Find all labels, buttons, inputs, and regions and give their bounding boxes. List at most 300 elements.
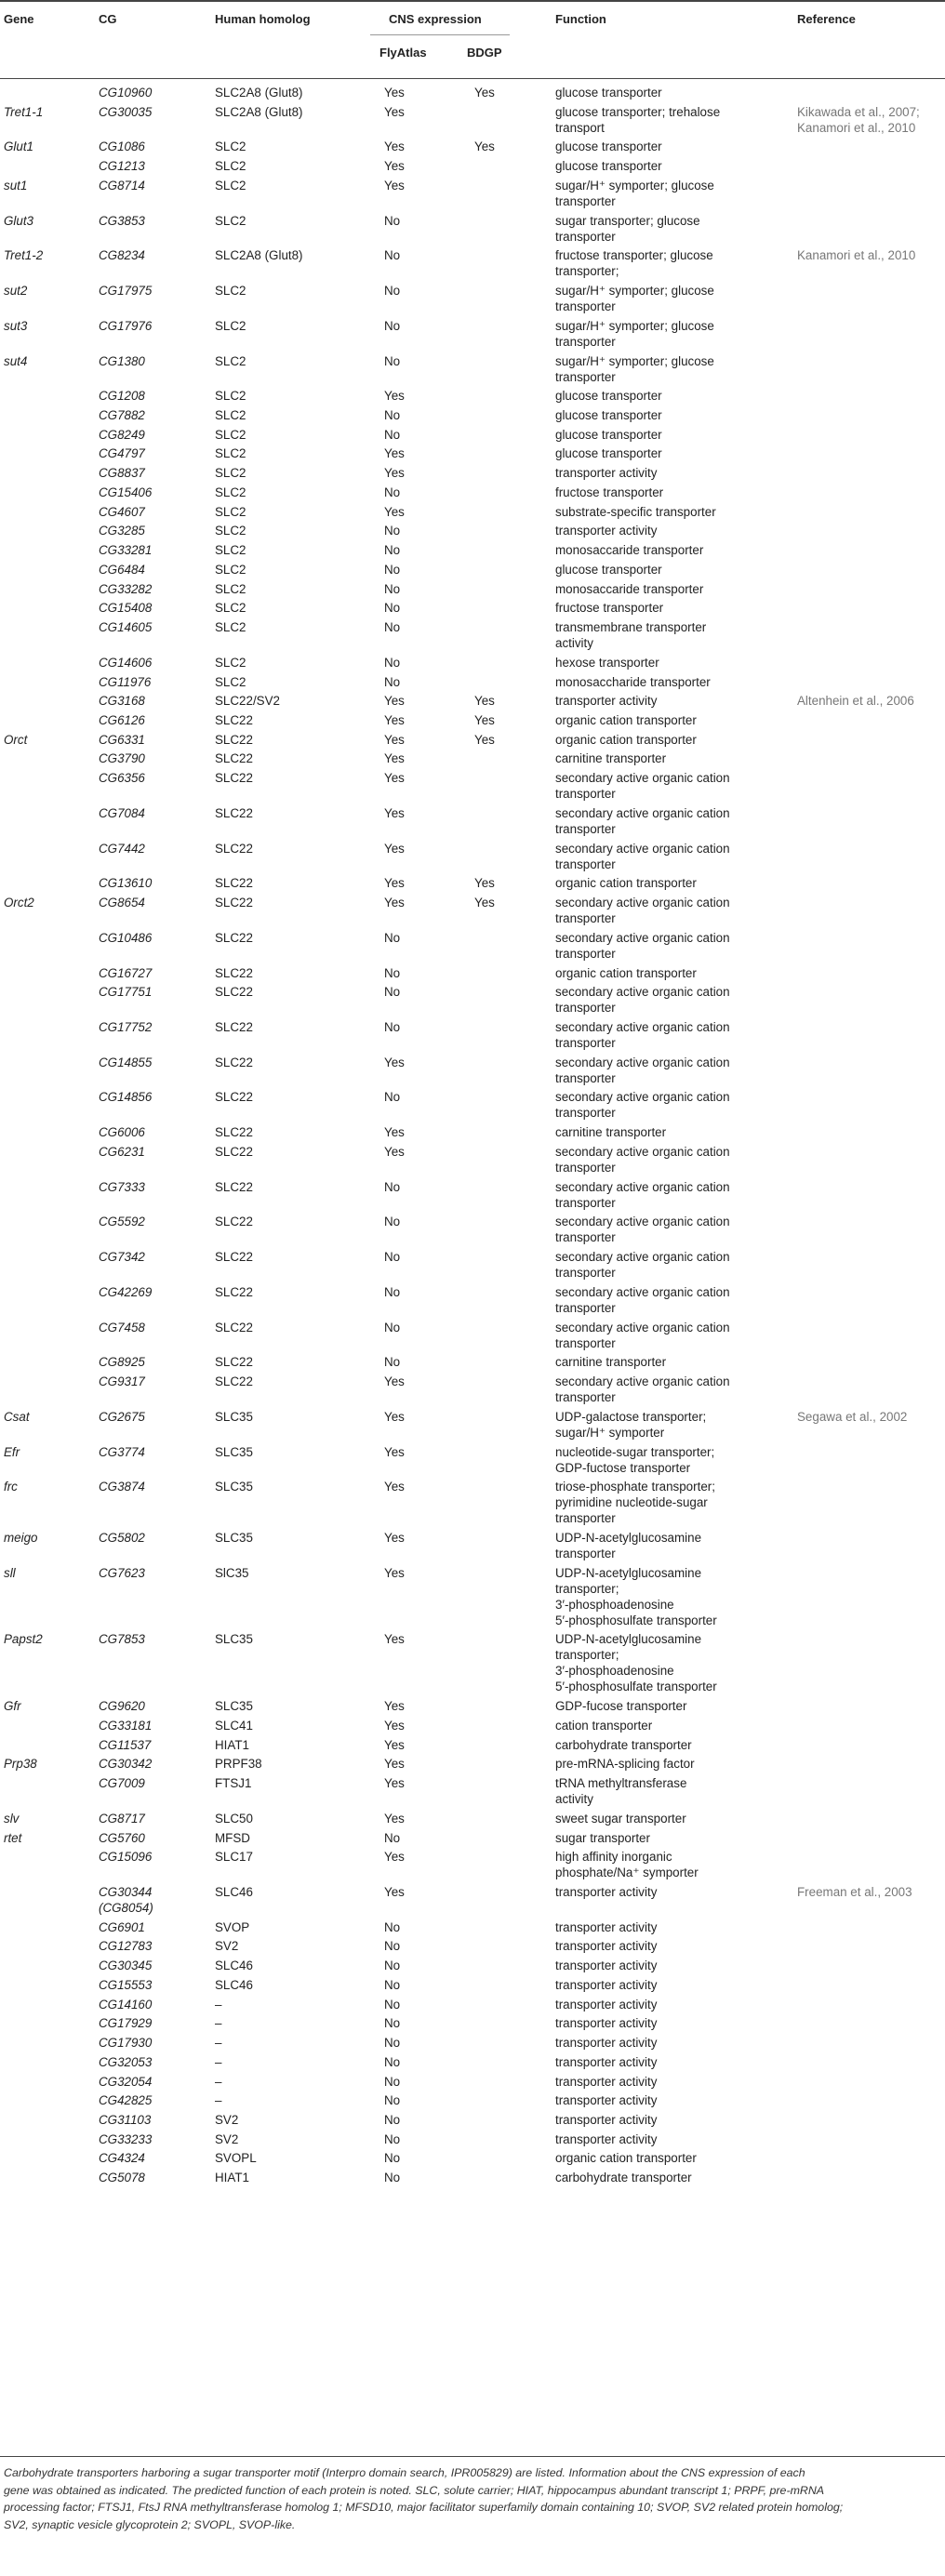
table-row (0, 283, 945, 314)
homolog-cell: SLC22 (215, 930, 253, 945)
caption-line: gene was obtained as indicated. The predicted function of each protein is noted. SLC, solute carrier; HIAT, hippocampus abundant transcript 1; PRPF, pre-mRNA (4, 2483, 825, 2497)
homolog-cell: SLC35 (215, 1632, 253, 1647)
flyatlas-cell: Yes (384, 1409, 405, 1424)
cg-cell (99, 1124, 145, 1140)
function-line: carbohydrate transporter (555, 1737, 692, 1752)
function-cell (555, 619, 706, 651)
function-line: sugar/H⁺ symporter (555, 1425, 665, 1440)
function-line: glucose transporter; trehalose (555, 104, 721, 119)
cg-id: CG7458 (99, 1320, 145, 1334)
gene-cell: sut2 (4, 284, 28, 299)
function-cell (555, 562, 662, 578)
cg-cell (99, 1479, 145, 1494)
cg-id: CG1380 (99, 353, 145, 368)
gene-cell: sut4 (4, 353, 28, 368)
function-cell (555, 1775, 686, 1807)
function-cell (555, 1830, 650, 1846)
cg-id: CG7084 (99, 805, 145, 820)
function-line: transporter; (555, 1581, 619, 1596)
function-line: fructose transporter (555, 601, 664, 616)
homolog-cell: SLC22 (215, 965, 253, 980)
flyatlas-cell: Yes (384, 178, 405, 193)
function-cell (555, 1409, 706, 1441)
gene-cell: Csat (4, 1409, 30, 1424)
cg-cell (99, 139, 145, 154)
function-cell (555, 139, 662, 154)
table-row (0, 619, 945, 651)
flyatlas-cell: No (384, 2016, 401, 2031)
function-cell (555, 1849, 699, 1880)
homolog-cell: – (215, 2016, 222, 2031)
function-line: transporter (555, 193, 616, 208)
flyatlas-cell: No (384, 965, 401, 980)
table-row (0, 693, 945, 709)
homolog-cell: – (215, 2074, 222, 2089)
function-cell (555, 693, 657, 709)
function-line: transporter; (555, 264, 619, 279)
table-row (0, 1249, 945, 1281)
homolog-cell: SLC2A8 (Glut8) (215, 104, 303, 119)
homolog-cell: SLC2 (215, 674, 246, 689)
cg-id: CG2675 (99, 1409, 145, 1424)
gene-cell: Efr (4, 1444, 20, 1459)
reference-line: Kikawada et al., 2007; (797, 104, 920, 119)
function-cell (555, 247, 713, 279)
cg-cell (99, 712, 145, 728)
cg-cell (99, 2150, 145, 2166)
function-line: transporter (555, 1106, 616, 1121)
function-line: secondary active organic cation (555, 1374, 730, 1389)
table-row (0, 1811, 945, 1826)
cg-id: CG3285 (99, 524, 145, 538)
homolog-cell: SLC2 (215, 178, 246, 193)
gene-cell: Glut1 (4, 139, 34, 154)
flyatlas-cell: No (384, 1320, 401, 1334)
function-cell (555, 445, 662, 461)
flyatlas-cell: No (384, 581, 401, 596)
table-row (0, 1997, 945, 2012)
cg-cell (99, 1997, 152, 2012)
table-row (0, 1124, 945, 1140)
function-line: pyrimidine nucleotide-sugar (555, 1495, 708, 1510)
cg-cell (99, 1444, 145, 1460)
table-row (0, 1354, 945, 1370)
table-row (0, 2015, 945, 2031)
cg-cell (99, 1530, 145, 1546)
function-line: secondary active organic cation (555, 1284, 730, 1299)
flyatlas-cell: Yes (384, 1144, 405, 1159)
function-line: secondary active organic cation (555, 1020, 730, 1034)
table-header (0, 0, 945, 79)
function-line: carnitine transporter (555, 751, 667, 766)
function-line: triose-phosphate transporter; (555, 1480, 715, 1494)
cg-cell (99, 1919, 145, 1935)
gene-cell: Papst2 (4, 1632, 43, 1647)
table-row (0, 1374, 945, 1405)
cg-id: CG6484 (99, 562, 145, 577)
homolog-cell: SLC22 (215, 805, 253, 820)
function-line: secondary active organic cation (555, 805, 730, 820)
table-row (0, 1179, 945, 1211)
flyatlas-cell: No (384, 930, 401, 945)
function-line: secondary active organic cation (555, 985, 730, 1000)
reference-cell (797, 1409, 907, 1425)
cg-id: CG6901 (99, 1919, 145, 1934)
cg-cell (99, 427, 145, 443)
cg-cell (99, 1938, 152, 1954)
cg-cell (99, 984, 152, 1000)
table-row (0, 1144, 945, 1175)
table-row (0, 1919, 945, 1935)
cg-id: CG7442 (99, 841, 145, 856)
reference-line: Kanamori et al., 2010 (797, 248, 916, 263)
function-cell (555, 2150, 697, 2166)
function-line: sugar/H⁺ symporter; glucose (555, 284, 714, 299)
function-line: transport (555, 120, 605, 135)
function-cell (555, 965, 697, 981)
homolog-cell: SLC22 (215, 1215, 253, 1229)
function-cell (555, 655, 659, 671)
cg-id: CG8249 (99, 427, 145, 442)
table-row (0, 2150, 945, 2166)
function-line: sugar/H⁺ symporter; glucose (555, 318, 714, 333)
homolog-cell: HIAT1 (215, 2171, 249, 2185)
homolog-cell: SLC22 (215, 985, 253, 1000)
homolog-cell: SLC22 (215, 732, 253, 747)
homolog-cell: SLC2 (215, 159, 246, 174)
table-row (0, 485, 945, 500)
homolog-cell: SLC35 (215, 1530, 253, 1545)
cg-id: CG3168 (99, 694, 145, 709)
function-line: UDP-galactose transporter; (555, 1409, 707, 1424)
table-row (0, 388, 945, 404)
caption-line: Carbohydrate transporters harboring a sugar transporter motif (Interpro domain search, IPR005829) are listed. Information about the CNS expression of each (4, 2466, 805, 2479)
gene-cell: rtet (4, 1830, 22, 1845)
gene-cell: Orct (4, 732, 28, 747)
cg-cell (99, 388, 145, 404)
cg-cell (99, 655, 152, 671)
function-line: secondary active organic cation (555, 1320, 730, 1334)
function-line: transporter; (555, 1648, 619, 1663)
cg-cell (99, 1698, 145, 1714)
function-line: nucleotide-sugar transporter; (555, 1444, 715, 1459)
table-row (0, 1849, 945, 1880)
function-cell (555, 770, 730, 802)
flyatlas-cell: No (384, 2074, 401, 2089)
homolog-cell: – (215, 2093, 222, 2108)
function-line: organic cation transporter (555, 965, 697, 980)
flyatlas-cell: No (384, 1020, 401, 1034)
function-cell (555, 674, 711, 690)
header-gene: Gene (4, 12, 34, 26)
function-cell (555, 930, 730, 962)
cg-id: CG4324 (99, 2151, 145, 2166)
function-line: activity (555, 1792, 593, 1807)
table-row (0, 930, 945, 962)
function-line: carnitine transporter (555, 1355, 667, 1370)
function-line: sweet sugar transporter (555, 1811, 686, 1826)
function-line: transporter (555, 1001, 616, 1016)
homolog-cell: SLC2 (215, 213, 246, 228)
cg-cell (99, 581, 152, 597)
cg-id: CG15408 (99, 601, 153, 616)
table-row (0, 158, 945, 174)
table-row (0, 1284, 945, 1316)
function-cell (555, 1354, 666, 1370)
function-cell (555, 1374, 730, 1405)
bdgp-cell: Yes (474, 876, 495, 891)
cg-cell (99, 1354, 145, 1370)
table-row (0, 178, 945, 209)
cg-cell (99, 2054, 152, 2070)
cg-cell (99, 1849, 152, 1865)
flyatlas-cell: No (384, 1090, 401, 1105)
homolog-cell: SVOPL (215, 2151, 257, 2166)
cg-cell (99, 805, 145, 821)
flyatlas-cell: No (384, 1919, 401, 1934)
function-cell (555, 318, 714, 350)
function-line: transporter activity (555, 1884, 658, 1899)
cg-id: CG17975 (99, 284, 153, 299)
gene-cell: slv (4, 1811, 20, 1826)
function-line: transporter (555, 1300, 616, 1315)
function-cell (555, 1530, 701, 1561)
function-cell (555, 407, 662, 423)
header-function: Function (555, 12, 606, 26)
flyatlas-cell: Yes (384, 1850, 405, 1865)
function-cell (555, 895, 730, 926)
cg-cell (99, 1409, 145, 1425)
homolog-cell: PRPF38 (215, 1757, 262, 1772)
cg-cell (99, 178, 145, 193)
function-line: GDP-fucose transporter (555, 1699, 687, 1714)
cg-cell (99, 353, 145, 369)
cg-cell (99, 693, 145, 709)
function-cell (555, 875, 697, 891)
cg-cell (99, 504, 145, 520)
flyatlas-cell: No (384, 1179, 401, 1194)
cg-cell (99, 1811, 145, 1826)
function-cell (555, 1718, 652, 1733)
flyatlas-cell: Yes (384, 1776, 405, 1791)
cg-cell (99, 1249, 145, 1265)
cg-id: CG11537 (99, 1737, 152, 1752)
homolog-cell: SLC2 (215, 524, 246, 538)
cg-id: CG13610 (99, 876, 153, 891)
cg-id: CG17976 (99, 318, 153, 333)
cg-cell (99, 465, 145, 481)
function-cell (555, 85, 662, 100)
homolog-cell: SLC22 (215, 841, 253, 856)
function-cell (555, 465, 657, 481)
flyatlas-cell: Yes (384, 1737, 405, 1752)
function-cell (555, 600, 663, 616)
cg-id: CG4607 (99, 504, 145, 519)
table-row (0, 2170, 945, 2185)
gene-cell: meigo (4, 1530, 38, 1545)
flyatlas-cell: Yes (384, 86, 405, 100)
table-row (0, 465, 945, 481)
function-line: monosaccharide transporter (555, 674, 711, 689)
homolog-cell: – (215, 1997, 222, 2012)
function-line: organic cation transporter (555, 876, 697, 891)
flyatlas-cell: Yes (384, 1699, 405, 1714)
cg-id: CG9317 (99, 1374, 145, 1389)
cg-id: CG8837 (99, 466, 145, 481)
cg-cell (99, 2015, 152, 2031)
homolog-cell: SLC2 (215, 620, 246, 635)
flyatlas-cell: Yes (384, 1374, 405, 1389)
function-cell (555, 2035, 657, 2051)
cg-cell (99, 750, 145, 766)
function-line: GDP-fuctose transporter (555, 1460, 691, 1475)
flyatlas-cell: Yes (384, 466, 405, 481)
table-row (0, 674, 945, 690)
cg-cell (99, 600, 152, 616)
flyatlas-cell: No (384, 1284, 401, 1299)
table-row (0, 1409, 945, 1441)
homolog-cell: SV2 (215, 1939, 239, 1954)
function-line: hexose transporter (555, 655, 659, 670)
gene-cell: Prp38 (4, 1757, 37, 1772)
flyatlas-cell: No (384, 318, 401, 333)
function-line: transporter activity (555, 2131, 658, 2146)
flyatlas-cell: Yes (384, 446, 405, 461)
homolog-cell: SLC22 (215, 1320, 253, 1334)
function-cell (555, 712, 697, 728)
function-line: transporter (555, 856, 616, 871)
function-cell (555, 1884, 657, 1900)
function-cell (555, 213, 700, 245)
cg-id: CG15406 (99, 485, 153, 499)
function-cell (555, 1919, 657, 1935)
homolog-cell: SLC46 (215, 1977, 253, 1992)
cg-id: CG6006 (99, 1125, 145, 1140)
function-cell (555, 1997, 657, 2012)
function-line: secondary active organic cation (555, 896, 730, 910)
flyatlas-cell: Yes (384, 771, 405, 786)
homolog-cell: SLC2 (215, 427, 246, 442)
homolog-cell: SLC22 (215, 1020, 253, 1034)
cg-cell (99, 1830, 145, 1846)
function-line: 5′-phosphosulfate transporter (555, 1680, 717, 1694)
header-cns-expression: CNS expression (389, 12, 482, 26)
table-row (0, 1565, 945, 1628)
flyatlas-cell: No (384, 353, 401, 368)
table-row (0, 407, 945, 423)
flyatlas-cell: Yes (384, 1530, 405, 1545)
function-line: glucose transporter (555, 562, 662, 577)
reference-line: Kanamori et al., 2010 (797, 120, 916, 135)
function-line: transporter (555, 229, 616, 244)
function-cell (555, 485, 663, 500)
cg-cell (99, 1884, 153, 1916)
function-cell (555, 1284, 730, 1316)
function-cell (555, 1249, 730, 1281)
cg-id: CG5760 (99, 1830, 145, 1845)
function-cell (555, 504, 716, 520)
cg-cell (99, 1284, 152, 1300)
cg-id: CG9620 (99, 1699, 145, 1714)
flyatlas-cell: No (384, 1959, 401, 1973)
homolog-cell: – (215, 2036, 222, 2051)
cg-id: CG7623 (99, 1565, 145, 1580)
table-row (0, 1737, 945, 1753)
homolog-cell: SLC22 (215, 771, 253, 786)
cg-id: CG17930 (99, 2036, 153, 2051)
function-line: fructose transporter (555, 485, 664, 499)
function-cell (555, 1938, 657, 1954)
function-cell (555, 1479, 715, 1526)
table-row (0, 581, 945, 597)
cg-id: CG7342 (99, 1250, 145, 1265)
function-cell (555, 388, 662, 404)
cg-id: CG8717 (99, 1811, 145, 1826)
flyatlas-cell: No (384, 2171, 401, 2185)
function-line: transporter activity (555, 2074, 658, 2089)
function-cell (555, 2054, 657, 2070)
flyatlas-cell: No (384, 2131, 401, 2146)
function-line: transporter (555, 1390, 616, 1405)
cg-id: CG42269 (99, 1284, 153, 1299)
function-line: transporter (555, 1195, 616, 1210)
cg-cell (99, 407, 145, 423)
function-line: transporter (555, 946, 616, 961)
cg-id: CG5802 (99, 1530, 145, 1545)
flyatlas-cell: No (384, 985, 401, 1000)
homolog-cell: HIAT1 (215, 1737, 249, 1752)
function-line: glucose transporter (555, 159, 662, 174)
function-line: transporter (555, 911, 616, 926)
bdgp-cell: Yes (474, 86, 495, 100)
function-cell (555, 2112, 657, 2128)
function-cell (555, 1089, 730, 1121)
function-line: transporter (555, 1070, 616, 1085)
homolog-cell: SLC22 (215, 712, 253, 727)
homolog-cell: SLC35 (215, 1480, 253, 1494)
homolog-cell: SLC2 (215, 466, 246, 481)
function-line: transporter activity (555, 2093, 658, 2108)
homolog-cell: SV2 (215, 2113, 239, 2128)
flyatlas-cell: No (384, 2054, 401, 2069)
table-row (0, 562, 945, 578)
table-row (0, 895, 945, 926)
homolog-cell: SLC41 (215, 1718, 253, 1733)
function-line: transporter (555, 1511, 616, 1526)
function-line: sugar/H⁺ symporter; glucose (555, 178, 714, 193)
cg-id: CG33281 (99, 543, 153, 558)
table-row (0, 770, 945, 802)
cg-alt-id: (CG8054) (99, 1900, 153, 1915)
homolog-cell: SV2 (215, 2131, 239, 2146)
header-bdgp: BDGP (467, 46, 502, 60)
function-cell (555, 1811, 686, 1826)
function-cell (555, 1977, 657, 1993)
cg-cell (99, 213, 145, 229)
flyatlas-cell: Yes (384, 876, 405, 891)
bdgp-cell: Yes (474, 896, 495, 910)
homolog-cell: SVOP (215, 1919, 250, 1934)
table-row (0, 2131, 945, 2147)
function-cell (555, 2015, 657, 2031)
function-cell (555, 1124, 666, 1140)
flyatlas-cell: No (384, 284, 401, 299)
cg-cell (99, 445, 145, 461)
table-row (0, 1214, 945, 1245)
function-line: carnitine transporter (555, 1125, 667, 1140)
flyatlas-cell: No (384, 1250, 401, 1265)
table-row (0, 1718, 945, 1733)
